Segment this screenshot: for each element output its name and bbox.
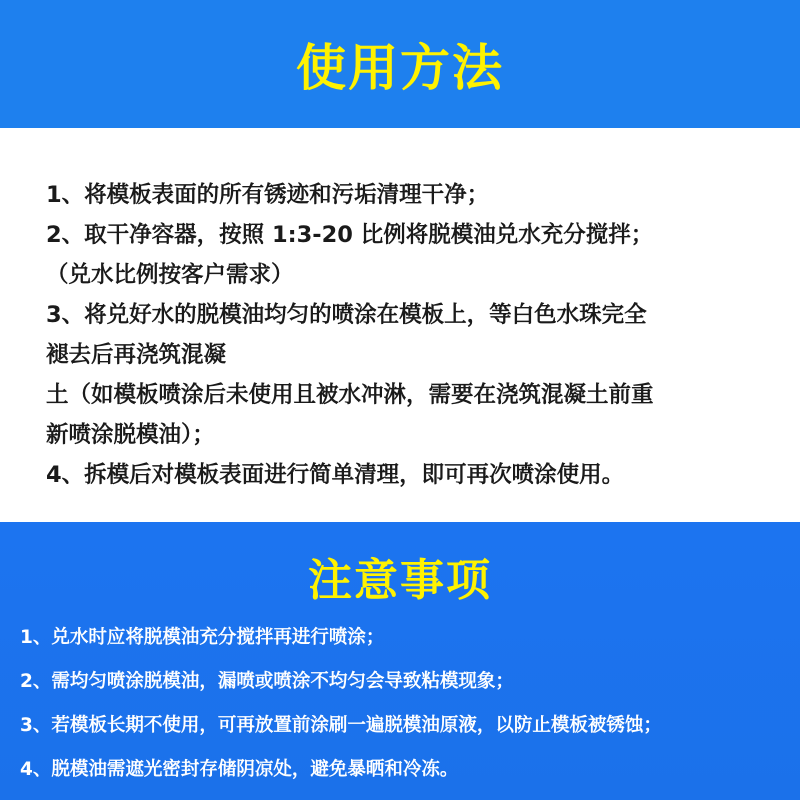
usage-header-banner	[0, 0, 800, 128]
usage-instructions-panel	[0, 128, 800, 522]
usage-step-2-note: （兑水比例按客户需求）	[46, 262, 294, 288]
precautions-title: 注意事项	[308, 555, 492, 606]
precautions-list	[20, 616, 662, 792]
precaution-item-1: 1、兑水时应将脱模油充分搅拌再进行喷涂；	[20, 627, 385, 648]
usage-instructions-list	[46, 175, 786, 495]
precautions-panel	[0, 522, 800, 800]
usage-step-3-note-cont: 新喷涂脱模油）；	[46, 422, 215, 448]
usage-step-3-cont: 褪去后再浇筑混凝	[46, 342, 227, 368]
precaution-item-2: 2、需均匀喷涂脱模油，漏喷或喷涂不均匀会导致粘模现象；	[20, 671, 514, 692]
precaution-item-3: 3、若模板长期不使用，可再放置前涂刷一遍脱模油原液，以防止模板被锈蚀；	[20, 715, 662, 736]
usage-step-1: 1、将模板表面的所有锈迹和污垢清理干净；	[46, 182, 490, 208]
usage-step-4: 4、拆模后对模板表面进行简单清理，即可再次喷涂使用。	[46, 462, 625, 488]
precaution-item-4: 4、脱模油需遮光密封存储阴凉处，避免暴晒和冷冻。	[20, 759, 459, 780]
usage-step-3-note: 土（如模板喷涂后未使用且被水冲淋，需要在浇筑混凝土前重	[46, 382, 654, 408]
usage-step-2: 2、取干净容器，按照 1:3-20 比例将脱模油兑水充分搅拌；	[46, 222, 654, 248]
usage-title: 使用方法	[296, 39, 504, 97]
usage-step-3: 3、将兑好水的脱模油均匀的喷涂在模板上，等白色水珠完全	[46, 302, 647, 328]
